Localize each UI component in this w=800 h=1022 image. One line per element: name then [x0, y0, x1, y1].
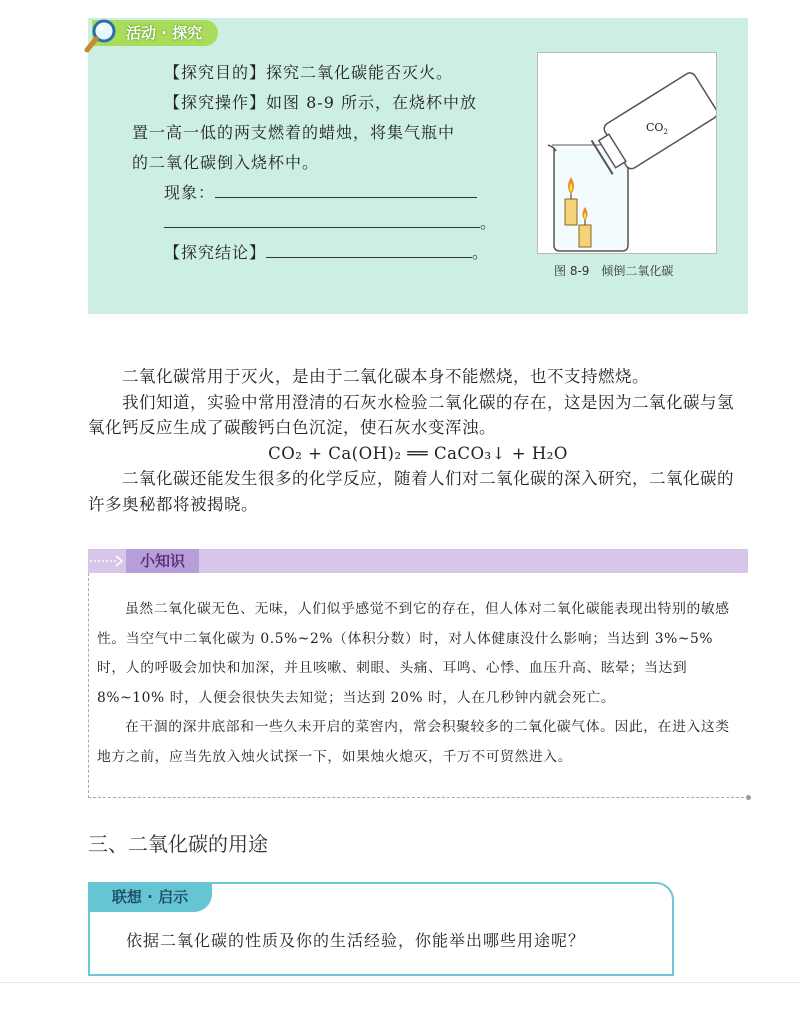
operation-line1: 如图 8-9 所示，在烧杯中放: [266, 93, 477, 112]
body-paragraph-3: 二氧化碳还能发生很多的化学反应，随着人们对二氧化碳的深入研究，二氧化碳的许多奥秘都将被揭晓。: [88, 469, 734, 514]
page-bottom-divider: [0, 982, 800, 983]
purpose-text: 探究二氧化碳能否灭火。: [266, 63, 454, 82]
purpose-label: 【探究目的】: [164, 63, 267, 82]
section-title: 三、二氧化碳的用途: [88, 832, 268, 856]
activity-text: [132, 58, 542, 268]
knowledge-paragraph-2: 在干涸的深井底部和一些久未开启的菜窖内，常会积聚较多的二氧化碳气体。因此，在进入这类地方之前，应当先放入烛火试探一下，如果烛火熄灭，千万不可贸然进入。: [97, 719, 730, 765]
activity-tag: [92, 20, 218, 46]
box-corner-dot: [746, 795, 751, 800]
phenomenon-period: 。: [480, 213, 498, 232]
operation-line2: 置一高一低的两支燃着的蜡烛，将集气瓶中: [132, 123, 456, 142]
conclusion-period: 。: [472, 243, 490, 262]
knowledge-title: 小知识: [126, 549, 199, 573]
knowledge-text: [97, 595, 741, 772]
conclusion-blank[interactable]: [266, 239, 472, 258]
phenomenon-label: 现象：: [164, 183, 216, 202]
hint-box: [88, 882, 674, 976]
knowledge-header: [88, 549, 748, 573]
pouring-co2-illustration: [538, 53, 716, 253]
figure-caption: 图 8-9 倾倒二氧化碳: [554, 264, 674, 278]
dotted-arrow-icon: [88, 555, 124, 567]
body-paragraph-1: 二氧化碳常用于灭火，是由于二氧化碳本身不能燃烧，也不支持燃烧。: [122, 367, 649, 386]
hint-question: 依据二氧化碳的性质及你的生活经验，你能举出哪些用途呢？: [126, 931, 586, 950]
operation-label: 【探究操作】: [164, 93, 267, 112]
conclusion-label: 【探究结论】: [164, 243, 267, 262]
activity-tag-label: 活动 · 探究: [126, 24, 203, 42]
magnifier-icon: [84, 18, 118, 54]
phenomenon-blank-2[interactable]: [164, 209, 480, 228]
activity-box: [88, 18, 748, 314]
phenomenon-blank-1[interactable]: [215, 179, 477, 198]
hint-tag: 联想 · 启示: [88, 882, 212, 912]
knowledge-paragraph-1: 虽然二氧化碳无色、无味，人们似乎感觉不到它的存在，但人体对二氧化碳能表现出特别的敏感性。当空气中二氧化碳为 0.5%~2%（体积分数）时，对人体健康没什么影响；当达到 3%~5% 时，人的呼吸会加快和加深，并且咳嗽、刺眼、头痛、耳鸣、心悸、血压升高、眩晕；当达到 8%~10% 时，人便会很快失去知觉；当达到 20% 时，人在几秒钟内就会死亡。: [97, 601, 730, 706]
chemical-equation: CO₂ + Ca(OH)₂ ══ CaCO₃↓ + H₂O: [268, 443, 568, 463]
main-body-text: [88, 364, 748, 517]
figure-8-9: [537, 52, 717, 254]
body-paragraph-2: 我们知道，实验中常用澄清的石灰水检验二氧化碳的存在，这是因为二氧化碳与氢氧化钙反应生成了碳酸钙白色沉淀，使石灰水变浑浊。: [88, 392, 734, 437]
co2-label: $CO_2$: [646, 121, 668, 136]
knowledge-box: [88, 573, 749, 798]
operation-line3: 的二氧化碳倒入烧杯中。: [132, 153, 320, 172]
